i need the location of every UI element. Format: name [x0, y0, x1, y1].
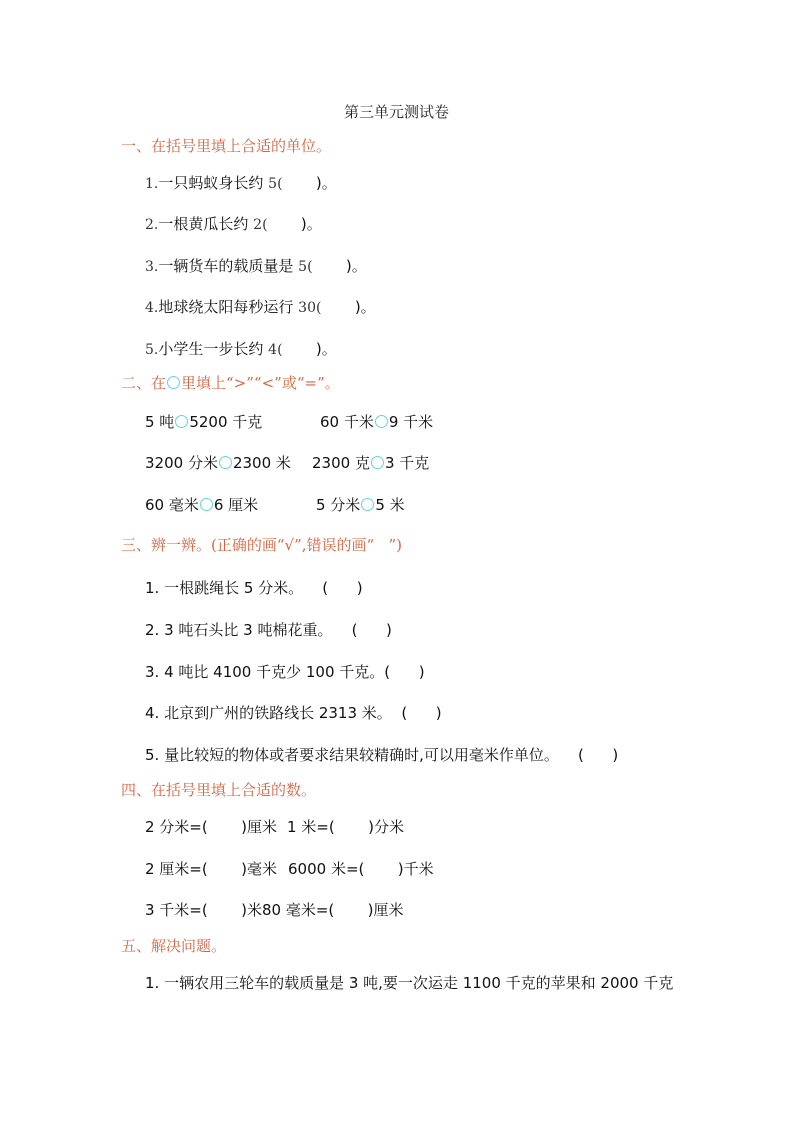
- section-4-heading: 四、在括号里填上合适的数。: [121, 781, 317, 799]
- judge-item-5: [145, 744, 618, 765]
- section-1-heading: 一、在括号里填上合适的单位。: [121, 137, 332, 155]
- compare-right: 9 千米: [388, 413, 434, 431]
- judge-item-1: [145, 577, 363, 598]
- answer-blank[interactable]: ( ): [351, 621, 392, 639]
- compare-left: 5 吨: [145, 413, 175, 431]
- page-title: 第三单元测试卷: [343, 103, 449, 121]
- judge-text: 4. 北京到广州的铁路线长 2313 米。: [145, 704, 392, 722]
- circle-icon: [167, 376, 180, 389]
- compare-row-1-right: [320, 411, 433, 432]
- question-1-1: [145, 172, 337, 193]
- judge-item-2: [145, 619, 392, 640]
- compare-right: 3 千克: [384, 454, 430, 472]
- compare-circle[interactable]: [371, 456, 384, 469]
- answer-blank[interactable]: ( ): [322, 579, 363, 597]
- compare-left: 5 分米: [316, 496, 361, 514]
- section-5-heading: 五、解决问题。: [121, 937, 227, 955]
- question-number: 1.: [145, 176, 159, 192]
- judge-text: 2. 3 吨石头比 3 吨棉花重。: [145, 621, 333, 639]
- compare-circle[interactable]: [361, 498, 374, 511]
- judge-text: 5. 量比较短的物体或者要求结果较精确时,可以用毫米作单位。: [145, 746, 559, 764]
- heading-text: 里填上“>”“<”或“=”。: [181, 374, 340, 392]
- heading-text: 二、在: [121, 374, 167, 392]
- fill-row-2-left[interactable]: 2 厘米=( )毫米: [145, 860, 277, 878]
- question-text: 一辆货车的载质量是: [158, 257, 294, 275]
- compare-right: 5 米: [375, 496, 405, 514]
- answer-blank[interactable]: ( ): [401, 704, 442, 722]
- question-1-2: [145, 213, 322, 234]
- question-number: 5.: [145, 342, 159, 358]
- compare-circle[interactable]: [219, 456, 232, 469]
- question-text: 小学生一步长约: [158, 340, 264, 358]
- question-number: 4.: [145, 300, 159, 316]
- fill-row-1-left[interactable]: 2 分米=( )厘米: [145, 818, 277, 836]
- compare-left: 60 毫米: [145, 496, 199, 514]
- compare-row-3-left: [145, 494, 258, 515]
- question-value: 30(: [298, 300, 322, 316]
- section-3-heading: 三、辨一辨。(正确的画“√”,错误的画“ ”): [121, 536, 403, 554]
- question-1-3: [145, 255, 367, 276]
- compare-right: 5200 千克: [189, 413, 263, 431]
- question-text: 一只蚂蚁身长约: [158, 174, 264, 192]
- question-1-5: [145, 338, 337, 359]
- compare-right: 6 厘米: [213, 496, 259, 514]
- problem-1: 1. 一辆农用三轮车的载质量是 3 吨,要一次运走 1100 千克的苹果和 2000 千克: [145, 974, 674, 992]
- section-2-heading: [121, 372, 340, 393]
- compare-row-3-right: [316, 494, 405, 515]
- compare-left: 3200 分米: [145, 454, 218, 472]
- answer-blank[interactable]: ( ): [577, 746, 619, 764]
- question-value: 5(: [268, 176, 283, 192]
- fill-row-3-right[interactable]: 80 毫米=( )厘米: [262, 901, 404, 919]
- question-1-4: [145, 296, 376, 317]
- question-value: 5(: [298, 259, 313, 275]
- compare-circle[interactable]: [200, 498, 213, 511]
- answer-blank[interactable]: )。: [312, 257, 367, 275]
- compare-right: 2300 米: [232, 454, 291, 472]
- compare-row-2-left: [145, 452, 291, 473]
- question-number: 3.: [145, 259, 159, 275]
- answer-blank[interactable]: )。: [282, 340, 337, 358]
- question-value: 4(: [268, 342, 283, 358]
- question-value: 2(: [253, 217, 268, 233]
- fill-row-2-right[interactable]: 6000 米=( )千米: [288, 860, 434, 878]
- answer-blank[interactable]: )。: [321, 298, 376, 316]
- judge-item-4: [145, 702, 442, 723]
- compare-circle[interactable]: [175, 415, 188, 428]
- answer-blank[interactable]: )。: [282, 174, 337, 192]
- question-text: 地球绕太阳每秒运行: [158, 298, 294, 316]
- judge-text: 1. 一根跳绳长 5 分米。: [145, 579, 304, 597]
- answer-blank[interactable]: )。: [267, 215, 322, 233]
- compare-left: 2300 克: [312, 454, 370, 472]
- fill-row-3-left[interactable]: 3 千米=( )米: [145, 901, 262, 919]
- compare-row-2-right: [312, 452, 429, 473]
- question-text: 一根黄瓜长约: [158, 215, 249, 233]
- question-number: 2.: [145, 217, 159, 233]
- compare-row-1-left: [145, 411, 262, 432]
- fill-row-1-right[interactable]: 1 米=( )分米: [287, 818, 404, 836]
- compare-left: 60 千米: [320, 413, 374, 431]
- judge-item-3: [145, 661, 425, 682]
- compare-circle[interactable]: [375, 415, 388, 428]
- answer-blank[interactable]: ( ): [384, 663, 425, 681]
- judge-text: 3. 4 吨比 4100 千克少 100 千克。: [145, 663, 385, 681]
